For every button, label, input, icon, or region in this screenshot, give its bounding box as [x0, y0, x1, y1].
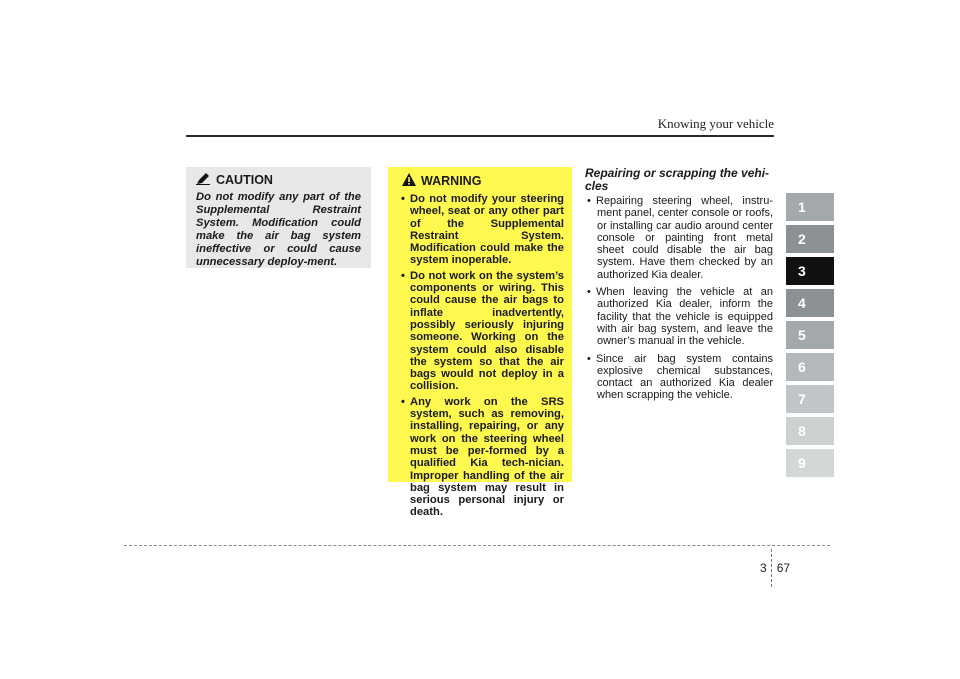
- warning-item-text: Do not work on the system’s components or wiring. This could cause the air bags to inflate inadvertently, possibly seriously injuring someone. Working on the system could also disable the system so that the air bags would not deploy in a collision.: [410, 269, 564, 393]
- list-item: [585, 195, 773, 281]
- section-heading: Repairing or scrapping the vehi-cles: [585, 166, 770, 193]
- chapter-number: 3: [760, 561, 767, 575]
- caution-title: CAUTION: [216, 173, 273, 187]
- repair-section: [585, 167, 773, 407]
- bullet: •: [401, 269, 405, 282]
- chapter-tab-7[interactable]: 7: [786, 385, 834, 413]
- caution-text: Do not modify any part of the Supplemental Restraint System. Modification could make the air bag system ineffective or could cause unnecessary deploy-ment.: [196, 191, 361, 268]
- bullet: •: [401, 193, 405, 205]
- bullet: •: [587, 352, 591, 365]
- warning-list: [398, 193, 564, 519]
- warning-item-text: Any work on the SRS system, such as removing, installing, repairing, or any work on the steering wheel must be per-formed by a qualified Kia tech-nician. Improper handling of the air bag system may result in serious personal injury or death.: [410, 395, 564, 519]
- list-item: [585, 286, 773, 347]
- chapter-tab-6[interactable]: 6: [786, 353, 834, 381]
- warning-item: [398, 193, 564, 267]
- chapter-tab-9[interactable]: 9: [786, 449, 834, 477]
- running-header: Knowing your vehicle: [657, 116, 774, 131]
- page-number: [760, 549, 790, 587]
- chapter-tab-4[interactable]: 4: [786, 289, 834, 317]
- section-list: [585, 195, 773, 402]
- chapter-tab-1[interactable]: 1: [786, 193, 834, 221]
- chapter-tabs: [786, 193, 834, 481]
- list-item-text: Since air bag system contains explosive chemical substances, contact an authorized Kia dealer when scrapping the vehicle.: [596, 352, 773, 402]
- list-item-text: Repairing steering wheel, instru-ment panel, center console or roofs, or installing car audio around center console or painting front metal sheet could disable the air bag system. Have them checked by an authorized Kia dealer.: [596, 195, 773, 281]
- warning-item: [398, 396, 564, 519]
- bullet: •: [587, 286, 591, 299]
- list-item-text: When leaving the vehicle at an authorized Kia dealer, inform the facility that the vehicle is equipped with air bag system, and leave the owner’s manual in the vehicle.: [596, 286, 773, 348]
- bullet: •: [401, 395, 405, 408]
- list-item: [585, 353, 773, 402]
- chapter-tab-2[interactable]: 2: [786, 225, 834, 253]
- chapter-tab-5[interactable]: 5: [786, 321, 834, 349]
- caution-heading: [196, 173, 361, 187]
- chapter-tab-8[interactable]: 8: [786, 417, 834, 445]
- warning-item: [398, 270, 564, 393]
- warning-triangle-icon: [402, 173, 416, 189]
- header-rule: [186, 135, 774, 137]
- warning-box: [388, 167, 572, 519]
- footer-rule: [124, 545, 830, 546]
- pencil-icon: [196, 173, 210, 188]
- page-number-divider: [771, 549, 773, 587]
- chapter-tab-3[interactable]: 3: [786, 257, 834, 285]
- warning-heading: [398, 173, 564, 189]
- warning-item-text: Do not modify your steering wheel, seat or any other part of the Supplemental Restraint System. Modification could make the system inoperable.: [410, 193, 564, 267]
- page-number-value: 67: [776, 561, 791, 575]
- caution-box: [186, 167, 371, 268]
- bullet: •: [587, 195, 591, 207]
- warning-title: WARNING: [421, 174, 482, 188]
